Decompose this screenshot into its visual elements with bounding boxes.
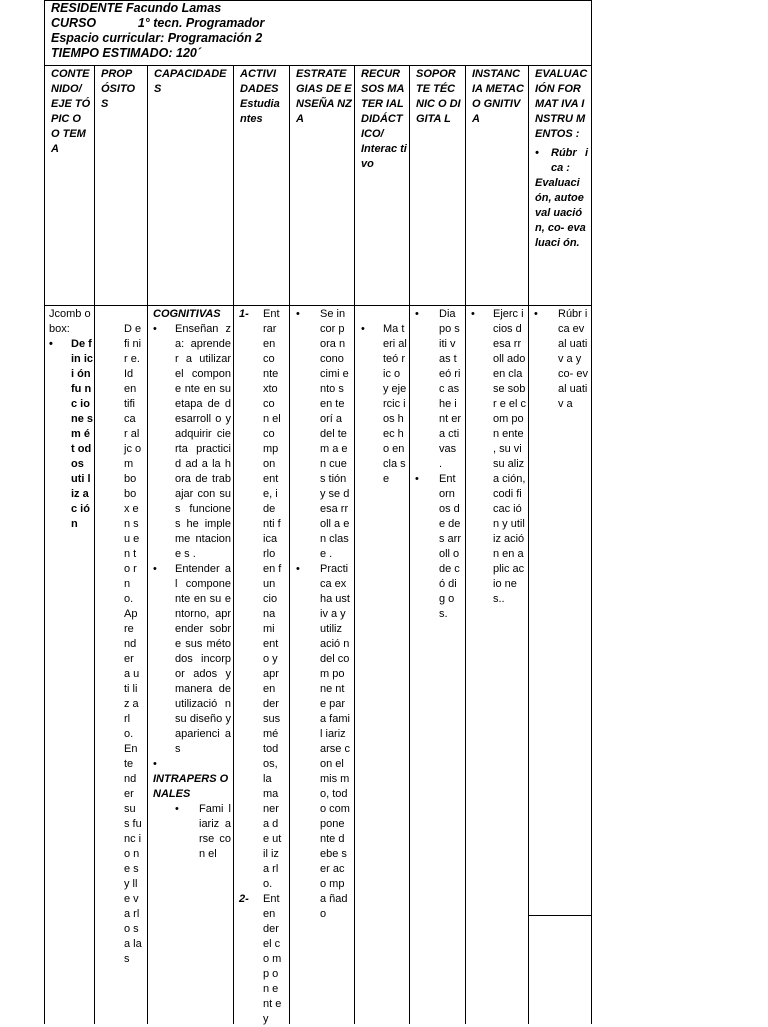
capacidades-bullet-entender: • Entender al compone nte en su entorno, aprender sobre sus métodos incorpor ados y manera de utilizació n su diseño y aparienci as [153,562,231,757]
actividades-cell [239,307,287,1027]
recursos-bullet: • Ma teri al teó ric o y eje rcic ios hec ho en cla se [361,322,407,487]
instancia-cell [471,307,526,607]
actividades-sub: Estudia ntes [240,98,280,125]
instancia-bullet: • Ejerc icios desa rroll ado en clase sobr e el com pon ente , su visu aliza ción, codi ficac ión y utiliz ació n en aplic acio nes.. [471,307,526,607]
column-header-recursos [361,67,407,172]
capacidades-heading-intrapersonales: INTRAPERS ONALES [153,773,229,800]
column-header-capacidades: CAPACIDADE S [154,68,227,95]
capacidades-bullet-familiarizarse: • Fami liariz arse con el [175,802,231,862]
recursos-title: RECUR SOS MATER IAL DIDÁCT ICO/ [361,68,405,140]
actividad-2 [239,892,287,1027]
column-header-evaluacion [535,67,588,251]
actividades-title: ACTIVI DADES [240,68,279,95]
recursos-cell [361,322,407,487]
evaluacion-bullet: • Rúbr ica eval uativ a y co- eval uativ a [534,307,588,412]
soporte-bullet-1: • Dia po siti vas teó ric as he int era cti vas . [415,307,461,472]
evaluacion-instrumentos [535,146,588,251]
actividad-1 [239,307,287,892]
espacio-line: Espacio curricular: Programación 2 [51,31,263,45]
evaluacion-title: EVALUAC IÓN FORMAT IVA INSTRU MENTOS : [535,68,588,140]
estrategias-cell [296,307,350,922]
column-header-propositos: PROP ÓSITO S [101,68,136,110]
capacidades-cell [153,307,231,862]
soporte-bullet-2: • Ent orn os de des arr oll o de có dig os. [415,472,461,622]
estrategias-bullet-1: • Se incor pora n cono cimi ento s en teorí a del tem a en cues tión y se desa rroll a en clase . [296,307,350,562]
document-header [51,1,591,61]
column-header-estrategias: ESTRATE GIAS DE ENSEÑA NZA [296,68,352,125]
contenido-intro: Jcomb obox: [49,308,91,335]
recursos-sub: Interac tivo [361,143,407,170]
actividad-1-number: 1- [239,308,249,320]
capacidades-bullet-ensenanza: • Enseñan za: aprender a utilizar el compone nte en su etapa de desarroll o y adquirir cierta practicid ad a la hora de trabajar con sus funcione s he impleme ntacione s . [153,322,231,562]
column-header-instancia: INSTANC IA METACO GNITIVA [472,68,524,125]
estrategias-bullet-2: • Practica exha ustiv a y utiliz ació n del com pone nte para famil iariz arse con el mis mo, todo com pone nte debe ser aco mpa ñado [296,562,350,922]
evaluacion-bullet-rubrica: • Rúbr ica : [535,146,588,176]
curso-label: CURSO [51,16,97,30]
curso-line [51,16,591,31]
tiempo-line: TIEMPO ESTIMADO: 120´ [51,46,202,60]
evaluacion-cell [534,307,588,412]
column-header-soporte: SOPOR TE TÉCNIC O DIGITA L [416,68,461,125]
contenido-cell [49,307,93,532]
propositos-cell: D efi nir e. Id en tifi ca r al jc o m bo bo x en su en to rn o. Ap re nd er a uti liz arl o. En te nd er su s fu nc io ne s y lle va rlo s a las [124,323,142,965]
actividad-1-text: Ent rar en co nte xto co n el co mp on ent e, ide nti fica rlo en fun cio na mi ent o y apr en der sus mé tod os, la ma ner a de util iza rlo. [263,308,282,890]
contenido-bullet: • De fin ici ón fu nc io ne s m ét od os uti liz ac ió n [49,337,93,532]
evaluacion-tipos: Evaluaci ón, autoeval uación, co- evaluaci ón. [535,177,586,249]
residente-line: RESIDENTE Facundo Lamas [51,1,222,15]
soporte-cell [415,307,461,622]
actividad-2-text: Ent en der el co mp on ent e y [263,893,282,1025]
capacidades-heading-cognitivas: COGNITIVAS [153,308,221,320]
column-header-contenido: CONTE NIDO/ EJE TÓPIC O O TEMA [51,68,91,155]
curso-value: 1° tecn. Programador [137,16,265,30]
capacidades-bullet-empty [153,757,231,772]
actividad-2-number: 2- [239,893,249,905]
column-header-actividades [240,67,286,127]
